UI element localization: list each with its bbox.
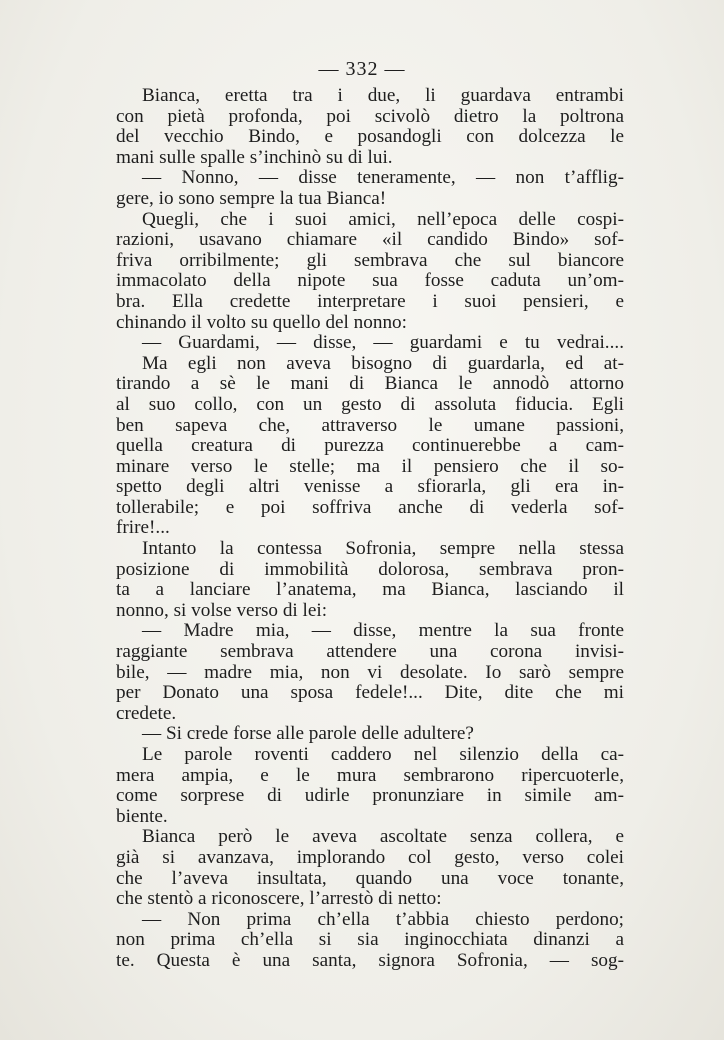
text-line: che l’aveva insultata, quando una voce tonante, [116, 868, 624, 889]
text-line: friva orribilmente; gli sembrava che sul biancore [116, 250, 624, 271]
text-line: con pietà profonda, poi scivolò dietro la poltrona [116, 106, 624, 127]
text-line: Le parole roventi caddero nel silenzio della ca- [142, 745, 624, 765]
text-line: biente. [116, 806, 168, 827]
text-line: per Donato una sposa fedele!... Dite, dite che mi [116, 683, 624, 704]
text-line: al suo collo, con un gesto di assoluta fiducia. Egli [116, 394, 624, 415]
text-line: Intanto la contessa Sofronia, sempre nella stessa [142, 539, 624, 560]
text-line: minare verso le stelle; ma il pensiero che il so- [116, 456, 624, 477]
text-line: — Nonno, — disse teneramente, — non t’afflig- [142, 168, 624, 189]
text-line: ben sapeva che, attraverso le umane passioni, [116, 415, 624, 436]
page-number: — 332 — [318, 58, 406, 80]
text-line: tirando a sè le mani di Bianca le annodò attorno [116, 374, 624, 395]
text-line: frire!... [116, 518, 170, 539]
text-line: — Madre mia, — disse, mentre la sua fronte [142, 621, 624, 642]
text-line: tollerabile; e poi soffriva anche di vederla sof- [116, 497, 624, 518]
text-line: che stentò a riconoscere, l’arrestò di netto: [116, 889, 442, 910]
text-line: mani sulle spalle s’inchinò su di lui. [116, 147, 393, 168]
text-line: credete. [116, 703, 177, 724]
text-line: raggiante sembrava attendere una corona invisi- [116, 642, 624, 663]
text-line: razioni, usavano chiamare «il candido Bindo» sof- [116, 230, 624, 251]
text-line: posizione di immobilità dolorosa, sembrava pron- [116, 559, 624, 580]
text-line: nonno, si volse verso di lei: [116, 600, 328, 621]
text-line: ta a lanciare l’anatema, ma Bianca, lasciando il [116, 580, 624, 601]
text-line: bile, — madre mia, non vi desolate. Io sarò sempre [116, 662, 624, 683]
text-line: immacolato della nipote sua fosse caduta un’om- [116, 271, 624, 292]
text-line: Quegli, che i suoi amici, nell’epoca delle cospi- [142, 209, 624, 230]
text-line: spetto degli altri venisse a sfiorarla, gli era in- [116, 477, 624, 498]
text-line: — Non prima ch’ella t’abbia chiesto perdono; [142, 909, 624, 930]
text-line: Bianca però le aveva ascoltate senza collera, e [142, 827, 624, 848]
text-line: del vecchio Bindo, e posandogli con dolcezza le [116, 127, 624, 148]
text-line: quella creatura di purezza continuerebbe a cam- [116, 436, 624, 457]
text-line: come sorprese di udirle pronunziare in simile am- [116, 786, 624, 807]
text-line: già si avanzava, implorando col gesto, verso colei [116, 847, 624, 868]
text-line: bra. Ella credette interpretare i suoi pensieri, e [116, 291, 624, 312]
text-line: mera ampia, e le mura sembrarono ripercuoterle, [116, 765, 624, 786]
text-line: gere, io sono sempre la tua Bianca! [116, 188, 387, 209]
text-line: te. Questa è una santa, signora Sofronia, — sog- [116, 950, 624, 971]
text-line: non prima ch’ella si sia inginocchiata dinanzi a [116, 930, 624, 951]
text-line: Ma egli non aveva bisogno di guardarla, ed at- [142, 353, 624, 374]
text-line: Bianca, eretta tra i due, li guardava entrambi [142, 86, 624, 106]
body-text [116, 86, 624, 972]
text-line: — Si crede forse alle parole delle adultere? [142, 724, 474, 745]
text-line: — Guardami, — disse, — guardami e tu vedrai.... [142, 333, 624, 354]
text-line: chinando il volto su quello del nonno: [116, 312, 407, 333]
